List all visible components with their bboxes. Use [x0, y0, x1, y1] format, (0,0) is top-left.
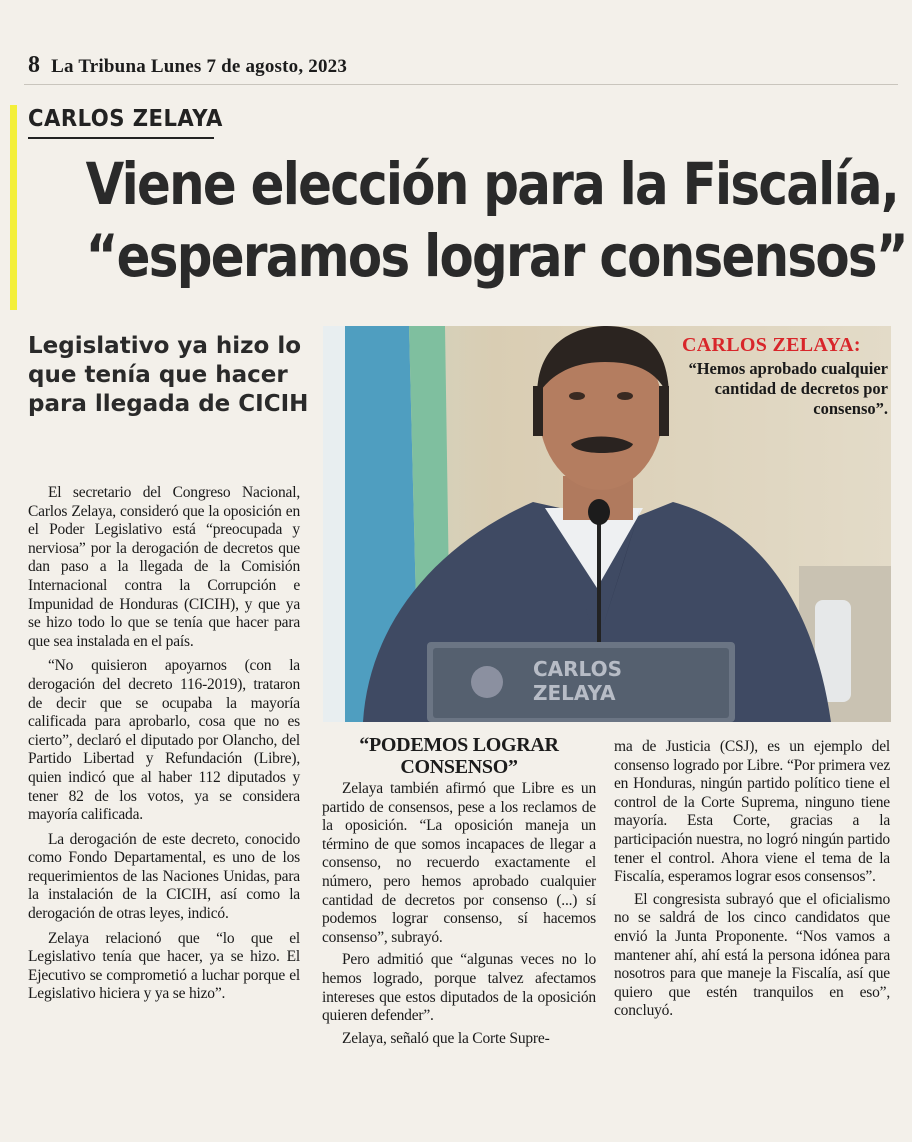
body-column-1	[28, 484, 300, 1010]
headline-line-1: Viene elección para la Fiscalía,	[85, 150, 899, 218]
article-subhead: Legislativo ya hizo lo que tenía que hacer para llegada de CICIH	[28, 333, 309, 417]
article-kicker: CARLOS ZELAYA	[28, 106, 223, 132]
page-number: 8	[28, 52, 41, 78]
caption-quote: “Hemos aprobado cualquier cantidad de decretos por consenso”.	[688, 359, 888, 418]
paragraph: El congresista subrayó que el oficialismo no se saldrá de los cinco candidatos que envió la Junta Proponente. “Nos vamos a mantener ahí, ahí está la persona idónea para nosotros para que maneje la Fiscalía, así que quiero que estén tranquilos en eso”, concluyó.	[614, 890, 890, 1020]
highlight-marker	[10, 105, 17, 310]
section-subtitle: “PODEMOS LOGRAR CONSENSO”	[359, 734, 559, 778]
caption-name: CARLOS ZELAYA:	[682, 334, 861, 356]
paragraph: Zelaya, señaló que la Corte Supre-	[342, 1029, 550, 1047]
page-folio	[28, 52, 347, 79]
headline-line-2: “esperamos lograr consensos”	[85, 222, 907, 290]
nameplate-text-2: ZELAYA	[533, 681, 616, 705]
body-column-2	[322, 780, 596, 1052]
paragraph: “No quisieron apoyarnos (con la derogación del decreto 116-2019), trataron de decir que se ocupaba la mayoría calificada para aprobarlo, cosa que no es cierto”, declaró el diputado por Olancho, del Partido Libertad y Refundación (Libre), quien indicó que al haber 112 diputados y tener 82 de los votos, ya se considera mayoría calificada.	[28, 657, 300, 824]
paragraph: El secretario del Congreso Nacional, Carlos Zelaya, consideró que la oposición en el Poder Legislativo está “preocupada y nerviosa” por la derogación de decretos que dan paso a la llegada de la Comisión Internacional contra la Corrupción e Impunidad de Honduras (CICIH), y que ya se hizo todo lo que se tenía que hacer para que sea instalada en el país.	[28, 484, 300, 650]
newspaper-name: La Tribuna	[51, 56, 146, 77]
paragraph: Pero admitió que “algunas veces no lo hemos logrado, porque talvez afectamos intereses que estos diputados de la oposición quieren defender”.	[322, 951, 596, 1025]
body-column-3	[614, 738, 890, 1025]
article-headline	[85, 148, 907, 292]
folio-divider	[24, 84, 898, 85]
paragraph: ma de Justicia (CSJ), es un ejemplo del consenso logrado por Libre. “Por primera vez en Honduras, ningún partido político tiene el control de la Corte Suprema, ninguno tiene mayoría. Esta Corte, gracias a la participación nuestra, no logró ningún partido tener el control. Ahora viene el tema de la Fiscalía, esperamos lograr esos consensos”.	[614, 738, 890, 886]
nameplate-text-1: CARLOS	[533, 657, 622, 681]
paragraph: Zelaya también afirmó que Libre es un partido de consensos, pese a los reclamos de la oposición. “La oposición maneja un término de que somos incapaces de llegar a consenso, no recuerdo exactamente el número, pero hemos aprobado cualquier cantidad de decretos por consenso (...) sí podemos lograr consenso, sí hacemos consenso”, subrayó.	[322, 780, 596, 946]
issue-date: Lunes 7 de agosto, 2023	[150, 56, 348, 77]
paragraph: La derogación de este decreto, conocido como Fondo Departamental, es uno de los requerimientos de las Naciones Unidas, para la instalación de la CICIH, así como la derogación de otras leyes, indicó.	[28, 830, 300, 923]
kicker-underline	[28, 137, 214, 139]
paragraph: Zelaya relacionó que “lo que el Legislativo tenía que hacer, ya se hizo. El Ejecutivo se comprometió a luchar porque el Legislativo hiciera y ya se hizo”.	[28, 929, 300, 1003]
